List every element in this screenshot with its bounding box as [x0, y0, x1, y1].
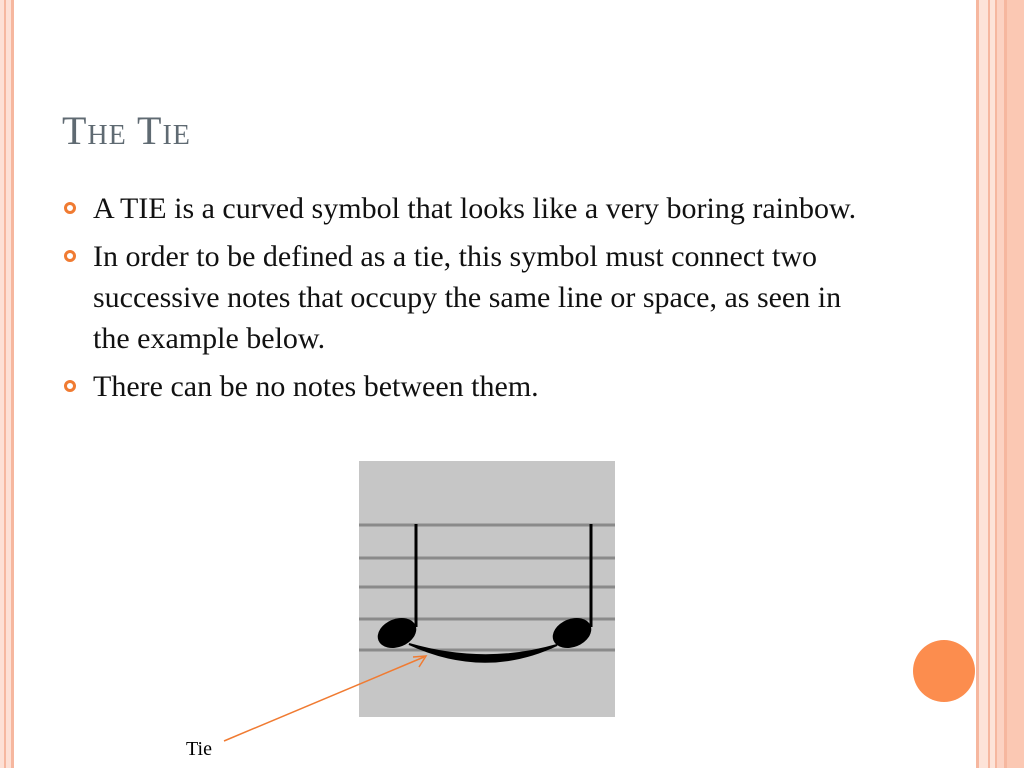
- right-decorative-border: [976, 0, 1024, 768]
- staff-background: [359, 461, 615, 717]
- bullet-circle-icon: [64, 380, 76, 392]
- bullet-circle-icon: [64, 250, 76, 262]
- bullet-text: There can be no notes between them.: [93, 370, 539, 403]
- right-border-stripe: [997, 0, 1004, 768]
- bullet-text: A TIE is a curved symbol that looks like a very boring rainbow.: [93, 192, 857, 225]
- bullet-item: [62, 366, 882, 407]
- bullet-item: [62, 236, 882, 359]
- right-border-stripe: [979, 0, 988, 768]
- bullet-circle-icon: [64, 202, 76, 214]
- slide-title: The Tie: [62, 108, 191, 153]
- bullet-list: [62, 188, 882, 414]
- left-decorative-border: [0, 0, 14, 768]
- tie-label: Tie: [186, 738, 212, 760]
- bullet-item: [62, 188, 882, 229]
- bullet-text: In order to be defined as a tie, this symbol must connect two successive notes that occupy the same line or space, as seen in the example below.: [93, 240, 842, 355]
- accent-circle: [913, 640, 975, 702]
- right-border-stripe: [1007, 0, 1024, 768]
- left-border-line: [4, 0, 6, 768]
- tied-notes-figure: [359, 461, 615, 717]
